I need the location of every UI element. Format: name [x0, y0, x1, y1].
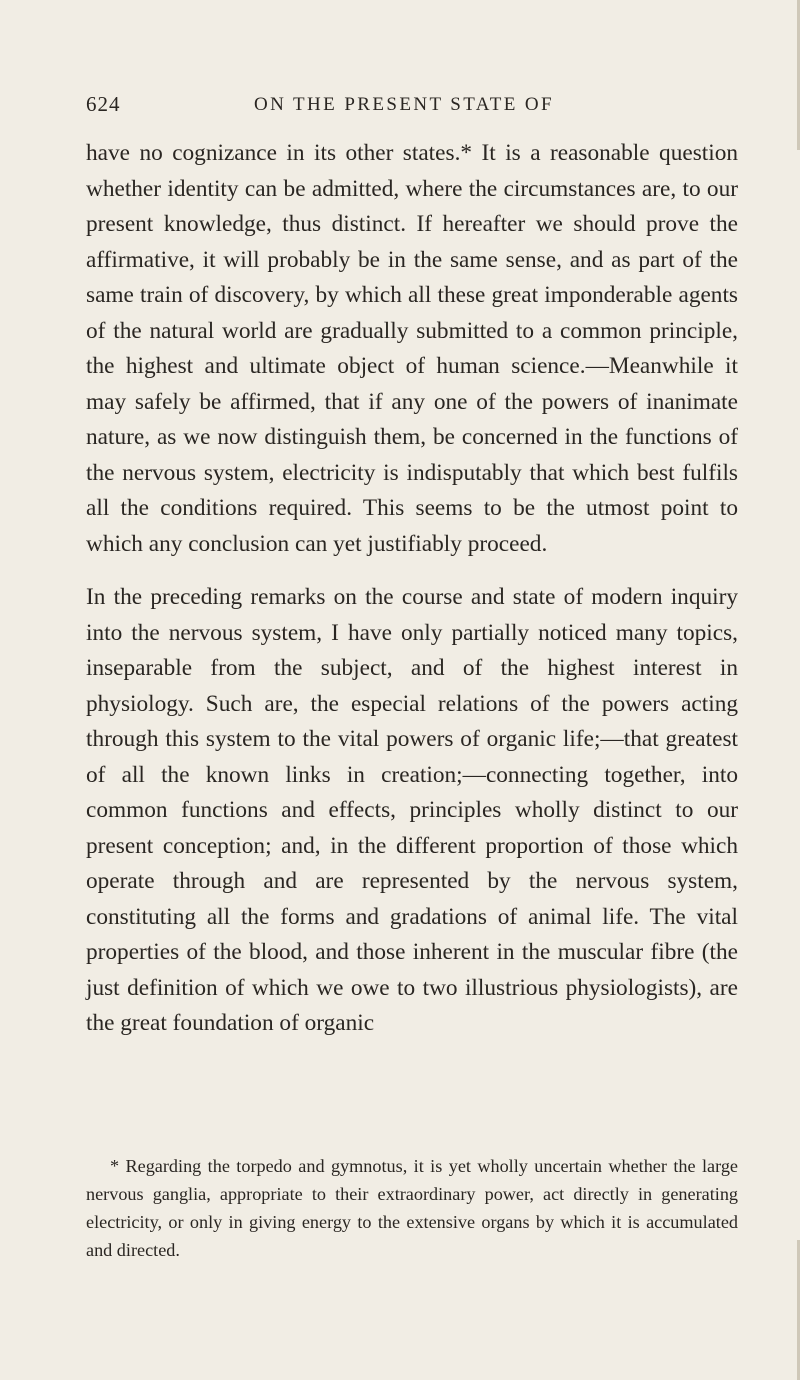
running-head [86, 92, 746, 122]
page-number: 624 [86, 92, 121, 116]
footnote: * Regarding the torpedo and gymnotus, it is yet wholly uncertain whether the large nervous ganglia, appropriate to their extraordinary power, act directly in generating electricity, or only in giving energy to the extensive organs by which it is accumulated and directed. [86, 1156, 738, 1260]
body-text [86, 136, 738, 1042]
paragraph-continuation: have no cognizance in its other states.* It is a reasonable question whether identity can be admitted, where the circumstances are, to our present knowledge, thus distinct. If hereafter we should prove the affirmative, it will probably be in the same sense, and as part of the same train of discovery, by which all these great imponderable agents of the natural world are gradually submitted to a common principle, the highest and ultimate object of human science.—Meanwhile it may safely be affirmed, that if any one of the powers of inanimate nature, as we now distinguish them, be concerned in the functions of the nervous system, electricity is indisputably that which best fulfils all the conditions required. This seems to be the utmost point to which any conclusion can yet justifiably proceed. [86, 140, 738, 557]
running-title: ON THE PRESENT STATE OF [254, 94, 555, 115]
paragraph-preceding-remarks: In the preceding remarks on the course and state of modern inquiry into the nervous system, I have only partially noticed many topics, inseparable from the subject, and of the highest interest in physiology. Such are, the especial relations of the powers acting through this system to the vital powers of organic life;—that greatest of all the known links in creation;—connecting together, into common functions and effects, principles wholly distinct to our present conception; and, in the different proportion of those which operate through and are represented by the nervous system, constituting all the forms and gradations of animal life. The vital properties of the blood, and those inherent in the muscular fibre (the just definition of which we owe to two illustrious physiologists), are the great foundation of organic [86, 584, 738, 1036]
